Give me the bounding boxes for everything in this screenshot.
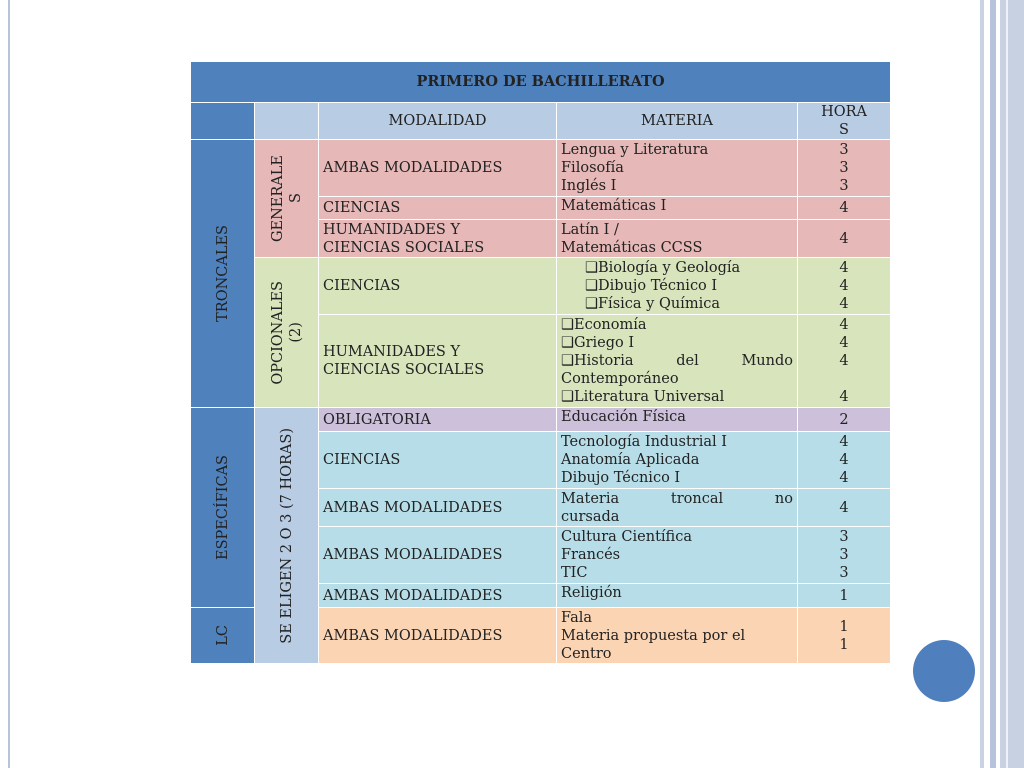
row-materia: Latín I / Matemáticas CCSS [557,220,798,258]
row-horas: 4 [798,489,891,527]
row-modalidad: AMBAS MODALIDADES [319,584,557,608]
row-materia: Lengua y Literatura Filosofía Inglés I [557,140,798,197]
row-horas: 4 4 4 [798,432,891,489]
row-horas: 1 [798,584,891,608]
row-modalidad: CIENCIAS [319,432,557,489]
group-generales: GENERALE S [255,140,319,258]
row-modalidad: AMBAS MODALIDADES [319,527,557,584]
decorative-circle [913,640,975,702]
header-horas: HORA S [798,103,891,140]
row-horas: 4 4 4 4 [798,315,891,408]
row-modalidad: AMBAS MODALIDADES [319,140,557,197]
row-modalidad: HUMANIDADES Y CIENCIAS SOCIALES [319,315,557,408]
row-modalidad: HUMANIDADES Y CIENCIAS SOCIALES [319,220,557,258]
row-horas: 3 3 3 [798,140,891,197]
right-border-stripe [990,0,996,768]
row-horas: 4 [798,220,891,258]
row-materia: Matemáticas I [557,197,798,220]
row-horas: 3 3 3 [798,527,891,584]
row-modalidad: OBLIGATORIA [319,408,557,432]
row-materia: Cultura Científica Francés TIC [557,527,798,584]
row-horas: 4 4 4 [798,258,891,315]
row-modalidad: AMBAS MODALIDADES [319,489,557,527]
row-materia: ❑Economía ❑Griego I ❑Historia del Mundo Contemporáneo ❑Literatura Universal [557,315,798,408]
table-title: PRIMERO DE BACHILLERATO [191,62,891,103]
group-lc: LC [191,608,255,664]
row-materia: ❑Biología y Geología ❑Dibujo Técnico I ❑Física y Química [557,258,798,315]
right-border-stripe [1006,0,1008,768]
group-especificas: ESPECÍFICAS [191,408,255,608]
header-blank [191,103,255,140]
subjects-table [190,61,891,664]
header-blank [255,103,319,140]
header-modalidad: MODALIDAD [319,103,557,140]
row-modalidad: CIENCIAS [319,258,557,315]
group-troncales: TRONCALES [191,140,255,408]
row-horas: 1 1 [798,608,891,664]
left-border-line [8,0,10,768]
row-horas: 4 [798,197,891,220]
group-se-eligen: SE ELIGEN 2 O 3 (7 HORAS) [255,408,319,664]
row-modalidad: CIENCIAS [319,197,557,220]
row-materia: Religión [557,584,798,608]
row-modalidad: AMBAS MODALIDADES [319,608,557,664]
right-border-stripe [1000,0,1024,768]
row-materia: Materia troncal no cursada [557,489,798,527]
right-border-stripe [980,0,984,768]
row-materia: Tecnología Industrial I Anatomía Aplicada Dibujo Técnico I [557,432,798,489]
row-horas: 2 [798,408,891,432]
group-opcionales: OPCIONALES (2) [255,258,319,408]
row-materia: Fala Materia propuesta por el Centro [557,608,798,664]
header-materia: MATERIA [557,103,798,140]
row-materia: Educación Física [557,408,798,432]
